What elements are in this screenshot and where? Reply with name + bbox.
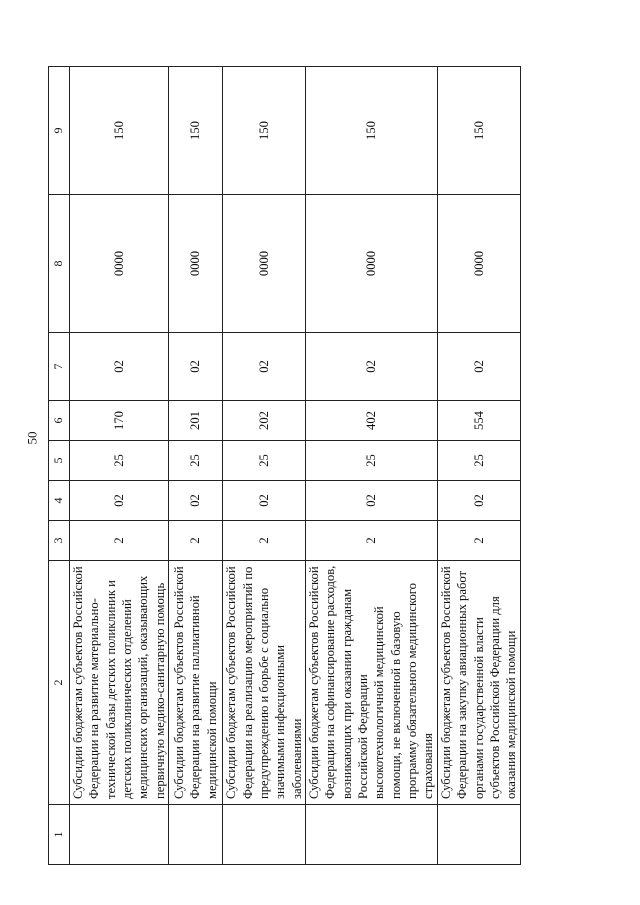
code-cell-4: 02 <box>70 481 169 521</box>
code-cell-4: 02 <box>223 481 306 521</box>
description-cell: Субсидии бюджетам субъектов Российской Федерации на реализацию мероприятий по предупреждению и борьбе с социально значимыми инфекционными заболеваниями <box>223 561 306 805</box>
code-cell-3: 2 <box>70 521 169 561</box>
code-cell-4: 02 <box>169 481 223 521</box>
page-number: 50 <box>24 431 40 445</box>
header-cell-6: 6 <box>49 401 70 441</box>
code-cell-8: 0000 <box>305 195 437 333</box>
header-cell-2: 2 <box>49 561 70 805</box>
header-cell-1: 1 <box>49 805 70 865</box>
code-cell-4: 02 <box>437 481 520 521</box>
code-cell-5: 25 <box>305 441 437 481</box>
code-cell-7: 02 <box>223 333 306 401</box>
row-number-cell <box>70 805 169 865</box>
code-cell-6: 554 <box>437 401 520 441</box>
table-row <box>223 67 306 865</box>
code-cell-7: 02 <box>305 333 437 401</box>
code-cell-4: 02 <box>305 481 437 521</box>
rotated-page-content <box>48 67 519 865</box>
code-cell-9: 150 <box>305 67 437 195</box>
code-cell-7: 02 <box>70 333 169 401</box>
header-cell-9: 9 <box>49 67 70 195</box>
code-cell-5: 25 <box>223 441 306 481</box>
header-cell-8: 8 <box>49 195 70 333</box>
code-cell-5: 25 <box>70 441 169 481</box>
row-number-cell <box>305 805 437 865</box>
code-cell-9: 150 <box>70 67 169 195</box>
row-number-cell <box>437 805 520 865</box>
code-cell-7: 02 <box>169 333 223 401</box>
code-cell-5: 25 <box>169 441 223 481</box>
code-cell-6: 202 <box>223 401 306 441</box>
code-cell-3: 2 <box>223 521 306 561</box>
row-number-cell <box>169 805 223 865</box>
description-cell: Субсидии бюджетам субъектов Российской Федерации на развитие материально-технической базы детских поликлиник и детских поликлинических отделений медицинских организаций, оказывающих первичную медико-санитарную помощь <box>70 561 169 805</box>
description-cell: Субсидии бюджетам субъектов Российской Федерации на софинансирование расходов, возникающих при оказании гражданам Российской Федерации высокотехнологичной медицинской помощи, не включенной в базовую программу обязательного медицинского страхования <box>305 561 437 805</box>
code-cell-3: 2 <box>169 521 223 561</box>
table-row <box>437 67 520 865</box>
code-cell-9: 150 <box>437 67 520 195</box>
header-cell-4: 4 <box>49 481 70 521</box>
table-row <box>305 67 437 865</box>
budget-classification-table <box>48 66 521 865</box>
code-cell-3: 2 <box>437 521 520 561</box>
code-cell-8: 0000 <box>437 195 520 333</box>
code-cell-8: 0000 <box>70 195 169 333</box>
description-cell: Субсидии бюджетам субъектов Российской Федерации на закупку авиационных работ органами государственной власти субъектов Российской Федерации для оказания медицинской помощи <box>437 561 520 805</box>
table-row <box>70 67 169 865</box>
row-number-cell <box>223 805 306 865</box>
code-cell-8: 0000 <box>223 195 306 333</box>
code-cell-6: 170 <box>70 401 169 441</box>
code-cell-9: 150 <box>169 67 223 195</box>
table-row <box>169 67 223 865</box>
header-cell-3: 3 <box>49 521 70 561</box>
code-cell-8: 0000 <box>169 195 223 333</box>
header-row <box>49 67 70 865</box>
code-cell-5: 25 <box>437 441 520 481</box>
code-cell-6: 201 <box>169 401 223 441</box>
code-cell-6: 402 <box>305 401 437 441</box>
description-cell: Субсидии бюджетам субъектов Российской Федерации на развитие паллиативной медицинской помощи <box>169 561 223 805</box>
code-cell-7: 02 <box>437 333 520 401</box>
code-cell-9: 150 <box>223 67 306 195</box>
code-cell-3: 2 <box>305 521 437 561</box>
header-cell-5: 5 <box>49 441 70 481</box>
header-cell-7: 7 <box>49 333 70 401</box>
